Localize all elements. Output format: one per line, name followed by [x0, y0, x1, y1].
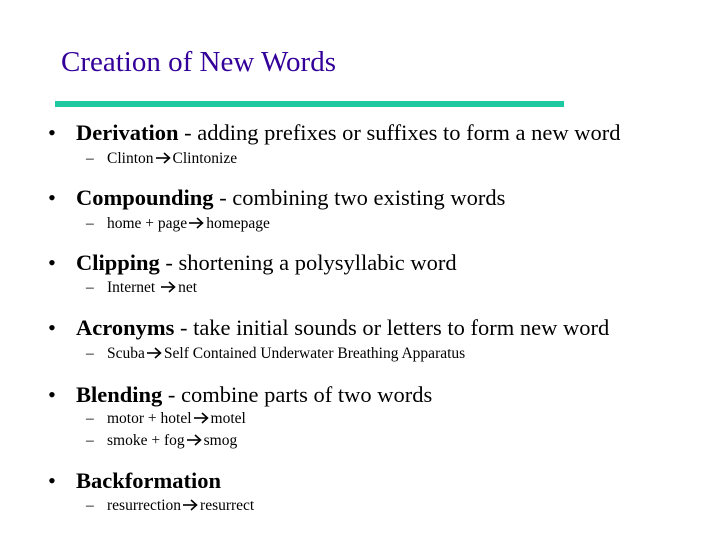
example-from: resurrection — [107, 497, 182, 514]
bullet-acronyms — [48, 315, 609, 341]
sub-dash: – — [86, 410, 94, 427]
bullet-dot: • — [48, 185, 56, 210]
sub-dash: – — [86, 215, 94, 232]
bullet-dot: • — [48, 120, 56, 145]
example-from: smoke + fog — [107, 432, 185, 449]
bullet-compounding — [48, 185, 505, 211]
arrow-right-icon — [189, 217, 204, 229]
example-acronyms-1 — [86, 345, 465, 363]
bullet-term: Blending — [76, 382, 163, 407]
sub-dash: – — [86, 150, 94, 167]
bullet-dot: • — [48, 382, 56, 407]
bullet-term: Compounding — [76, 185, 214, 210]
sub-dash: – — [86, 432, 94, 449]
bullet-dot: • — [48, 468, 56, 493]
example-to: Clintonize — [172, 150, 238, 167]
example-to: motel — [210, 410, 246, 427]
sub-dash: – — [86, 345, 94, 362]
arrow-right-icon — [194, 412, 209, 424]
bullet-dot: • — [48, 250, 56, 275]
example-to: resurrect — [200, 497, 255, 514]
bullet-description: - combining two existing words — [213, 185, 506, 210]
example-from: Internet — [107, 279, 160, 296]
page-title: Creation of New Words — [61, 46, 336, 78]
bullet-description: - take initial sounds or letters to form new word — [174, 315, 610, 340]
example-blending-1 — [86, 410, 246, 428]
example-from: Clinton — [107, 150, 154, 167]
sub-dash: – — [86, 497, 94, 514]
arrow-right-icon — [156, 152, 171, 164]
example-to: homepage — [206, 215, 270, 232]
title-underline — [55, 101, 564, 107]
example-clipping-1 — [86, 279, 197, 297]
bullet-term: Derivation — [76, 120, 179, 145]
example-from: motor + hotel — [107, 410, 192, 427]
arrow-right-icon — [183, 499, 198, 511]
sub-dash: – — [86, 279, 94, 296]
example-from: home + page — [107, 215, 188, 232]
bullet-term: Acronyms — [76, 315, 175, 340]
arrow-right-icon — [147, 347, 162, 359]
arrow-right-icon — [187, 434, 202, 446]
bullet-description: - combine parts of two words — [162, 382, 433, 407]
bullet-clipping — [48, 250, 457, 276]
bullet-blending — [48, 382, 432, 408]
bullet-dot: • — [48, 315, 56, 340]
bullet-description: - shortening a polysyllabic word — [159, 250, 457, 275]
example-to: Self Contained Underwater Breathing Apparatus — [163, 345, 466, 362]
example-from: Scuba — [107, 345, 145, 362]
bullet-backformation — [48, 468, 221, 494]
bullet-derivation — [48, 120, 620, 146]
bullet-term: Clipping — [76, 250, 160, 275]
example-backformation-1 — [86, 497, 254, 515]
example-compounding-1 — [86, 215, 270, 233]
example-blending-2 — [86, 432, 237, 450]
bullet-description: - adding prefixes or suffixes to form a new word — [178, 120, 621, 145]
arrow-right-icon — [161, 281, 176, 293]
example-derivation-1 — [86, 150, 237, 168]
bullet-term: Backformation — [76, 468, 221, 493]
example-to: net — [178, 279, 198, 296]
example-to: smog — [203, 432, 238, 449]
